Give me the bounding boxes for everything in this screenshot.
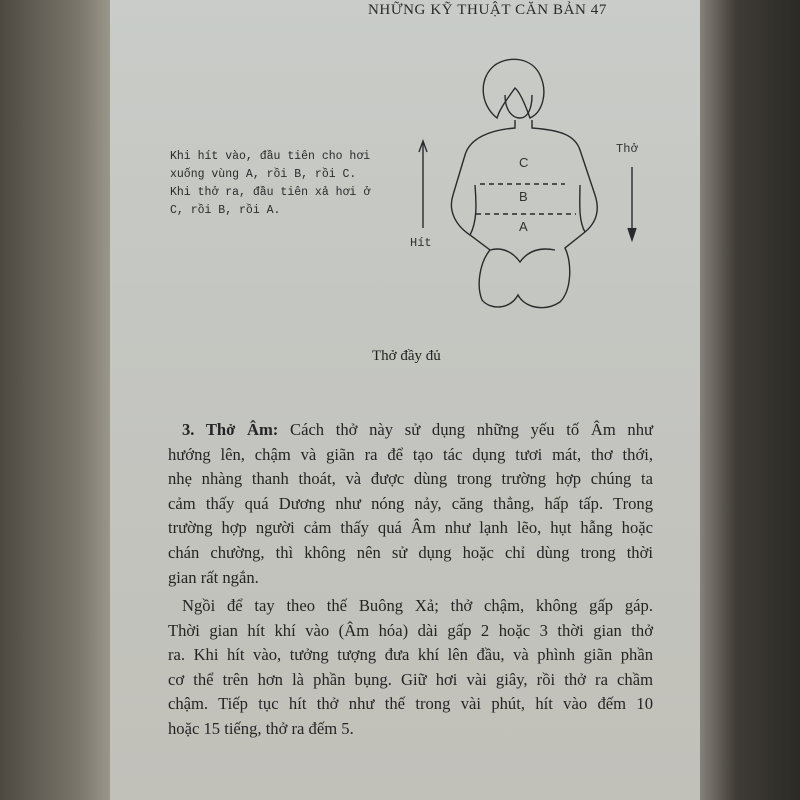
section-heading: 3. Thở Âm: — [182, 420, 279, 439]
text-line: hướng lên, chậm và giãn ra để tạo tác dụng tươi mát, thơ thới, — [168, 444, 653, 464]
note-line: xuống vùng A, rồi B, rồi C. — [170, 168, 357, 181]
text-line: chán chường, thì không nên sử dụng hoặc chỉ dùng trong thời — [168, 542, 653, 562]
inhale-label: Hít — [410, 236, 432, 250]
paragraph-instructions — [168, 594, 653, 742]
text-line: ra. Khi hít vào, tưởng tượng đưa khí lên đầu, và phình giãn phần — [168, 645, 653, 665]
figure-caption: Thở đầy đủ — [372, 348, 441, 364]
exhale-label: Thở — [616, 142, 638, 156]
text-line: nhẹ nhàng thanh thoát, và được dùng trong trường hợp chúng ta — [168, 469, 653, 489]
exhale-arrow-icon — [628, 167, 636, 240]
text-line: gian rất ngắn. — [168, 567, 259, 587]
note-line: C, rồi B, rồi A. — [170, 204, 281, 217]
text-span: Cách thở này sử dụng những yếu tố Âm như — [278, 420, 653, 439]
text-line: cơ thể trên hơn là phần bụng. Giữ hơi vài giây, rồi thở ra chầm — [168, 669, 653, 689]
zone-a-label: A — [519, 219, 528, 234]
zone-b-label: B — [519, 189, 528, 204]
text-line: hoặc 15 tiếng, thở ra đếm 5. — [168, 718, 354, 738]
text-line: trường hợp người cảm thấy quá Âm như lạnh lẽo, hụt hẫng hoặc — [168, 518, 653, 538]
text-line: cảm thấy quá Dương như nóng nảy, căng thẳng, hấp tấp. Trong — [168, 493, 653, 513]
running-header: NHỮNG KỸ THUẬT CĂN BẢN 47 — [368, 2, 608, 18]
text-line: Ngồi để tay theo thế Buông Xả; thở chậm, không gấp gáp. — [182, 596, 653, 615]
text-line: Thời gian hít khí vào (Âm hóa) dài gấp 2 hoặc 3 thời gian thở — [168, 620, 653, 640]
zone-c-label: C — [519, 155, 529, 170]
paragraph-tho-am — [168, 418, 653, 590]
woman-figure — [451, 59, 597, 307]
note-line: Khi hít vào, đầu tiên cho hơi — [170, 150, 371, 163]
text-line: chậm. Tiếp tục hít thở như thế trong vài phút, hít vào đếm 10 — [168, 694, 653, 714]
text-line — [168, 418, 653, 443]
inhale-arrow-icon — [419, 141, 427, 228]
note-line: Khi thở ra, đầu tiên xả hơi ở — [170, 186, 371, 199]
